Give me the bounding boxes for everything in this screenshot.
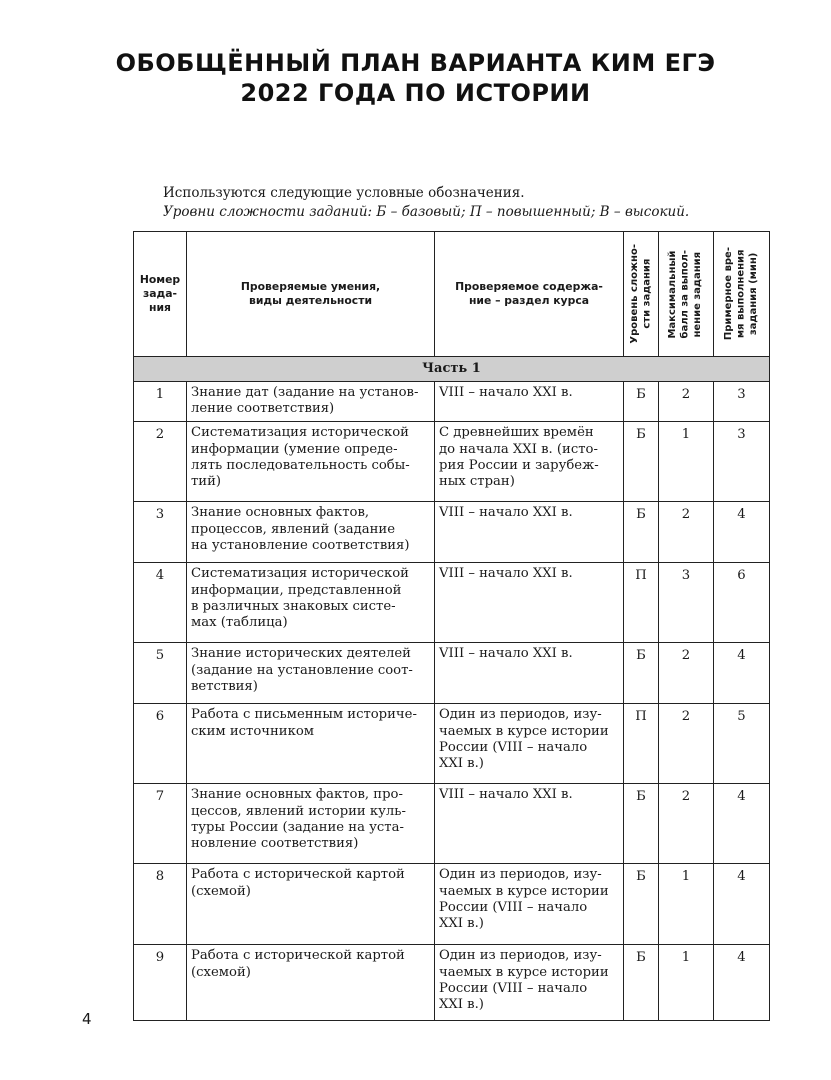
task-time: 4 [714, 784, 770, 864]
table-row [134, 864, 770, 945]
intro-line: Используются следующие условные обозначения. [163, 185, 525, 201]
task-content: Один из периодов, изу- чаемых в курсе истории России (VIII – начало XXI в.) [435, 864, 624, 945]
header-level: Уровень сложно- сти задания [624, 232, 659, 357]
task-number: 7 [134, 784, 187, 864]
task-number: 6 [134, 704, 187, 784]
task-level: Б [624, 643, 659, 704]
page-number: 4 [82, 1010, 92, 1028]
table-row [134, 422, 770, 502]
task-time: 4 [714, 864, 770, 945]
task-max-score: 2 [659, 704, 714, 784]
task-skills: Знание исторических деятелей (задание на установление соот- ветствия) [187, 643, 435, 704]
table-row [134, 704, 770, 784]
task-content: Один из периодов, изу- чаемых в курсе истории России (VIII – начало XXI в.) [435, 704, 624, 784]
task-number: 1 [134, 382, 187, 422]
table-row [134, 382, 770, 422]
task-time: 4 [714, 643, 770, 704]
task-content: VIII – начало XXI в. [435, 563, 624, 643]
task-skills: Работа с исторической картой (схемой) [187, 945, 435, 1021]
task-skills: Знание дат (задание на установ- ление соответствия) [187, 382, 435, 422]
task-skills: Знание основных фактов, про- цессов, явлений истории куль- туры России (задание на уста- новление соответствия) [187, 784, 435, 864]
part-row [134, 357, 770, 382]
part-label: Часть 1 [134, 357, 770, 382]
task-max-score: 2 [659, 784, 714, 864]
task-max-score: 1 [659, 864, 714, 945]
exam-plan-table [133, 231, 770, 1021]
task-level: Б [624, 422, 659, 502]
task-level: Б [624, 945, 659, 1021]
task-content: Один из периодов, изу- чаемых в курсе истории России (VIII – начало XXI в.) [435, 945, 624, 1021]
task-max-score: 3 [659, 563, 714, 643]
page-title [0, 48, 831, 108]
header-time: Примерное вре- мя выполнения задания (мин) [714, 232, 770, 357]
task-max-score: 2 [659, 382, 714, 422]
table-row [134, 643, 770, 704]
title-line-2: 2022 ГОДА ПО ИСТОРИИ [240, 79, 591, 107]
task-number: 3 [134, 502, 187, 563]
task-level: Б [624, 382, 659, 422]
task-level: П [624, 704, 659, 784]
task-time: 6 [714, 563, 770, 643]
table-row [134, 945, 770, 1021]
header-skills: Проверяемые умения, виды деятельности [187, 232, 435, 357]
header-content: Проверяемое содержа- ние – раздел курса [435, 232, 624, 357]
task-number: 8 [134, 864, 187, 945]
title-line-1: ОБОБЩЁННЫЙ ПЛАН ВАРИАНТА КИМ ЕГЭ [115, 49, 716, 77]
task-content: С древнейших времён до начала XXI в. (исто- рия России и зарубеж- ных стран) [435, 422, 624, 502]
table-row [134, 784, 770, 864]
task-skills: Систематизация исторической информации (умение опреде- лять последовательность собы- тий) [187, 422, 435, 502]
header-num: Номер зада- ния [134, 232, 187, 357]
task-number: 5 [134, 643, 187, 704]
task-skills: Работа с письменным историче- ским источником [187, 704, 435, 784]
task-max-score: 2 [659, 502, 714, 563]
task-level: Б [624, 864, 659, 945]
task-skills: Знание основных фактов, процессов, явлений (задание на установление соответствия) [187, 502, 435, 563]
task-level: Б [624, 502, 659, 563]
table-row [134, 502, 770, 563]
task-level: П [624, 563, 659, 643]
task-max-score: 2 [659, 643, 714, 704]
task-skills: Работа с исторической картой (схемой) [187, 864, 435, 945]
task-max-score: 1 [659, 422, 714, 502]
difficulty-legend: Уровни сложности заданий: Б – базовый; П – повышенный; В – высокий. [163, 204, 690, 220]
task-time: 3 [714, 422, 770, 502]
table-row [134, 563, 770, 643]
task-content: VIII – начало XXI в. [435, 502, 624, 563]
task-number: 4 [134, 563, 187, 643]
task-max-score: 1 [659, 945, 714, 1021]
task-skills: Систематизация исторической информации, представленной в различных знаковых систе- мах (таблица) [187, 563, 435, 643]
task-time: 3 [714, 382, 770, 422]
task-content: VIII – начало XXI в. [435, 784, 624, 864]
task-content: VIII – начало XXI в. [435, 382, 624, 422]
task-number: 2 [134, 422, 187, 502]
task-level: Б [624, 784, 659, 864]
task-time: 5 [714, 704, 770, 784]
task-number: 9 [134, 945, 187, 1021]
task-time: 4 [714, 945, 770, 1021]
task-content: VIII – начало XXI в. [435, 643, 624, 704]
table-header-row [134, 232, 770, 357]
header-score: Максимальный балл за выпол- нение задания [659, 232, 714, 357]
task-time: 4 [714, 502, 770, 563]
intro [163, 184, 689, 222]
